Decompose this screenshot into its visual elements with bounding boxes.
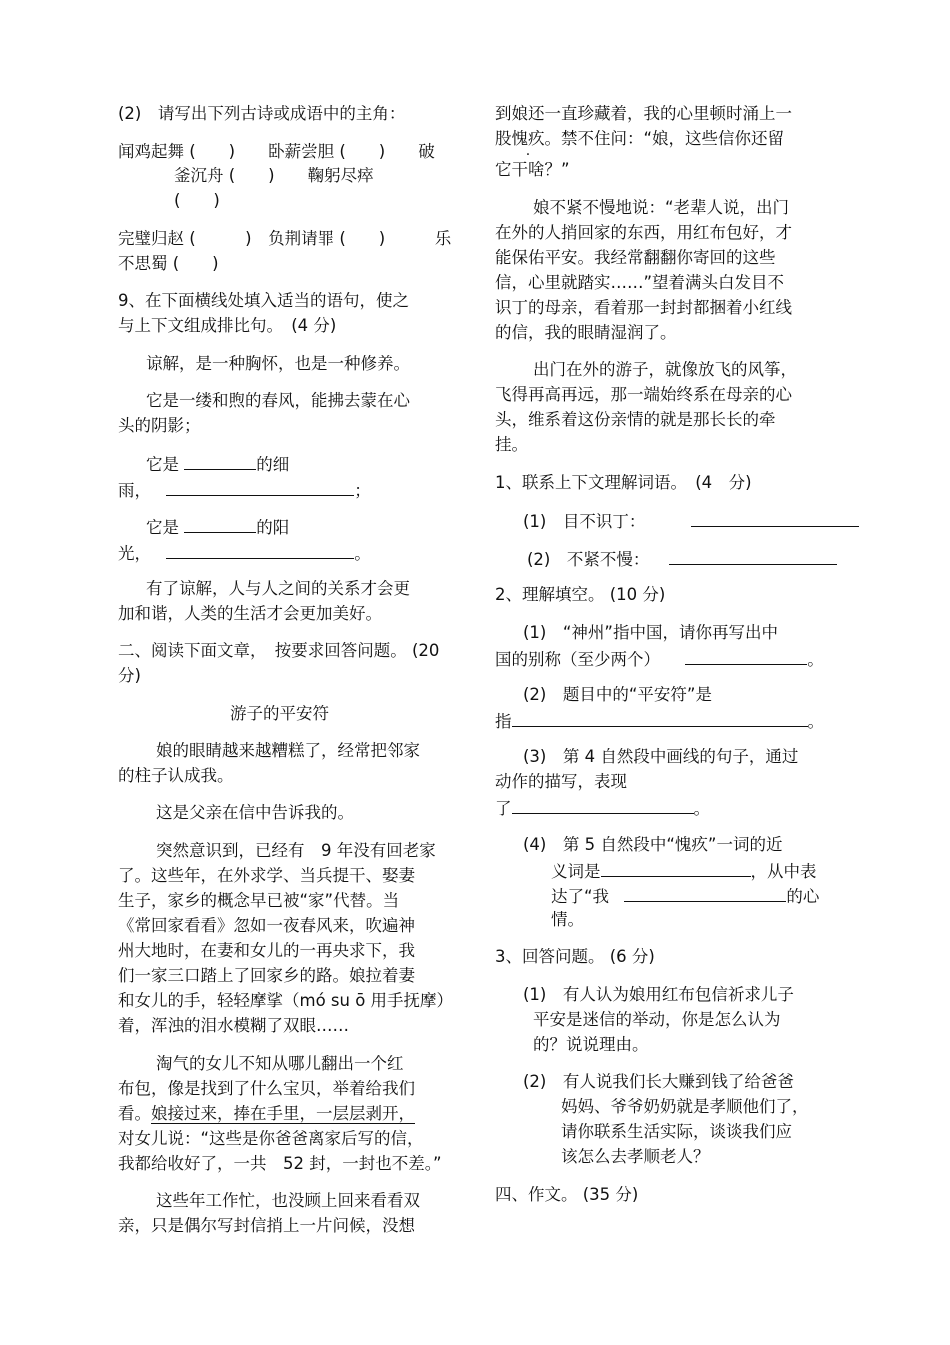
article-line: 淘气的女儿不知从哪儿翻出一个红 <box>156 1054 404 1073</box>
idioms-line: 不思蜀 ( ) <box>118 254 219 273</box>
question-line: 动作的描写，表现 <box>495 772 627 791</box>
fill-line <box>551 883 819 909</box>
question-line: 情。 <box>551 910 584 929</box>
article-text: 看。 <box>118 1104 151 1123</box>
article-line: 挂。 <box>495 435 528 454</box>
question-line: (1) 有人认为娘用红布包信祈求儿子 <box>523 985 794 1004</box>
paragraph-line: 加和谐，人类的生活才会更加美好。 <box>118 604 382 623</box>
article-line: 信，心里就踏实……”望着满头白发目不 <box>495 273 785 292</box>
answer-blank[interactable] <box>512 708 808 727</box>
article-line: 们一家三口踏上了回家乡的路。娘拉着妻 <box>118 966 415 985</box>
emphasized-word: 愧疚 <box>511 129 545 148</box>
idioms-line: 完璧归赵 ( ) 负荆请罪 ( ) 乐 <box>118 229 452 248</box>
article-line <box>118 1102 415 1126</box>
fill-text: 它是 <box>146 455 179 474</box>
fill-text: (1) 目不识丁： <box>523 512 646 531</box>
question-line: 妈妈、爷爷奶奶就是孝顺他们了， <box>561 1097 809 1116</box>
article-line: 飞得再高再远，那一端始终系在母亲的心 <box>495 385 792 404</box>
question-2-title: (2) 请写出下列古诗或成语中的主角： <box>118 104 406 123</box>
fill-line <box>527 546 837 572</box>
question-line: 平安是迷信的举动，你是怎么认为 <box>533 1010 781 1029</box>
question-line: (2) 有人说我们长大赚到钱了给爸爸 <box>523 1072 794 1091</box>
article-title: 游子的平安符 <box>230 704 329 723</box>
answer-blank[interactable] <box>624 883 786 902</box>
fill-line <box>118 540 371 566</box>
fill-line <box>495 795 710 821</box>
answer-blank[interactable] <box>512 795 694 814</box>
question-line: (4) 第 5 自然段中“愧疚”一词的近 <box>523 835 783 854</box>
article-line: 《常回家看看》忽如一夜春风来，吹遍神 <box>118 916 415 935</box>
fill-text: (2) 不紧不慢： <box>527 550 650 569</box>
article-line: 识丁的母亲，看着那一封封都捆着小红线 <box>495 298 792 317</box>
article-line: 生子，家乡的概念早已被“家”代替。当 <box>118 891 400 910</box>
fill-line <box>551 858 817 884</box>
idioms-line: 闻鸡起舞 ( ) 卧薪尝胆 ( ) 破 <box>118 142 435 161</box>
fill-line <box>146 514 289 540</box>
article-line: 对女儿说：“这些是你爸爸离家后写的信， <box>118 1129 424 1148</box>
article-line: 在外的人捎回家的东西，用红布包好，才 <box>495 223 792 242</box>
fill-line <box>146 451 289 477</box>
fill-text: 它是 <box>146 518 179 537</box>
question-line: 该怎么去孝顺老人？ <box>561 1147 710 1166</box>
fill-text: 。 <box>807 650 824 669</box>
fill-text: ，从中表 <box>750 862 817 881</box>
answer-blank[interactable] <box>184 514 256 533</box>
fill-text: 的阳 <box>256 518 290 537</box>
fill-text: 雨， <box>118 481 151 500</box>
question-line: (2) 题目中的“平安符”是 <box>523 685 712 704</box>
article-line: 到娘还一直珍藏着，我的心里顿时涌上一 <box>495 104 792 123</box>
question-2-title: 2、理解填空。 (10 分) <box>495 585 666 604</box>
article-line: 和女儿的手，轻轻摩挲（mó su ō 用手抚摩） <box>118 991 454 1010</box>
answer-blank[interactable] <box>166 540 354 559</box>
article-text: 股 <box>495 129 512 148</box>
question-9-title: 与上下文组成排比句。 (4 分) <box>118 316 337 335</box>
answer-blank[interactable] <box>184 451 256 470</box>
article-line: 亲，只是偶尔写封信捎上一片问候，没想 <box>118 1216 415 1235</box>
paragraph-line: 谅解，是一种胸怀，也是一种修养。 <box>146 354 410 373</box>
article-line: 能保佑平安。我经常翻翻你寄回的这些 <box>495 248 776 267</box>
fill-text: 的心 <box>786 887 820 906</box>
article-line: 我都给收好了，一共 52 封，一封也不差。” <box>118 1154 442 1173</box>
question-line: 请你联系生活实际，谈谈我们应 <box>561 1122 792 1141</box>
question-line: (3) 第 4 自然段中画线的句子，通过 <box>523 747 799 766</box>
fill-text: 。 <box>807 712 824 731</box>
article-line: 这些年工作忙，也没顾上回来看看双 <box>156 1191 420 1210</box>
paragraph-line: 它是一缕和煦的春风，能拂去蒙在心 <box>146 391 410 410</box>
fill-line <box>495 708 824 734</box>
fill-line <box>523 508 859 534</box>
article-line: 出门在外的游子，就像放飞的风筝， <box>533 360 797 379</box>
article-line: 了。这些年，在外求学、当兵提干、娶妻 <box>118 866 415 885</box>
question-9-title: 9、在下面横线处填入适当的语句，使之 <box>118 291 409 310</box>
answer-blank[interactable] <box>691 508 859 527</box>
question-3-title: 3、回答问题。 (6 分) <box>495 947 655 966</box>
article-line: 它干啥？” <box>495 160 570 179</box>
article-line: 头，维系着这份亲情的就是那长长的牵 <box>495 410 776 429</box>
paragraph-line: 头的阴影； <box>118 416 201 435</box>
article-line <box>495 127 784 151</box>
article-line: 着，浑浊的泪水模糊了双眼…… <box>118 1016 349 1035</box>
fill-text: 光， <box>118 544 151 563</box>
answer-blank[interactable] <box>601 858 751 877</box>
answer-blank[interactable] <box>166 477 354 496</box>
answer-blank[interactable] <box>669 546 837 565</box>
article-text: 。禁不住问：“娘，这些信你还留 <box>544 129 785 148</box>
fill-text: 达了“我 <box>551 887 610 906</box>
section-2-title: 二、阅读下面文章， 按要求回答问题。 (20 <box>118 641 440 660</box>
article-line: 娘的眼睛越来越糟糕了，经常把邻家 <box>156 741 420 760</box>
question-line: 的？说说理由。 <box>533 1035 649 1054</box>
article-line: 这是父亲在信中告诉我的。 <box>156 803 354 822</box>
article-line: 突然意识到，已经有 9 年没有回老家 <box>156 841 436 860</box>
article-line: 的信，我的眼睛湿润了。 <box>495 323 677 342</box>
question-1-title: 1、联系上下文理解词语。 (4 分) <box>495 473 752 492</box>
fill-text: 义词是 <box>551 862 601 881</box>
section-2-title: 分) <box>118 666 141 685</box>
underlined-sentence: 娘接过来，捧在手里，一层层剥开， <box>151 1104 415 1123</box>
article-line: 州大地时，在妻和女儿的一再央求下，我 <box>118 941 415 960</box>
fill-text: 国的别称（至少两个） <box>495 650 660 669</box>
idioms-line: 釜沉舟 ( ) 鞠躬尽瘁 <box>174 166 374 185</box>
question-line: (1) “神州”指中国，请你再写出中 <box>523 623 778 642</box>
fill-text: 。 <box>693 799 710 818</box>
fill-text: 了 <box>495 799 512 818</box>
fill-line <box>118 477 371 503</box>
fill-text: ； <box>354 481 371 500</box>
article-line: 娘不紧不慢地说：“老辈人说，出门 <box>533 198 790 217</box>
paragraph-line: 有了谅解，人与人之间的关系才会更 <box>146 579 410 598</box>
fill-line <box>495 646 824 672</box>
idioms-line: ( ) <box>174 191 220 210</box>
article-line: 的柱子认成我。 <box>118 766 234 785</box>
fill-text: 。 <box>354 544 371 563</box>
section-4-title: 四、作文。 (35 分) <box>495 1185 639 1204</box>
answer-blank[interactable] <box>685 646 807 665</box>
fill-text: 的细 <box>256 455 290 474</box>
fill-text: 指 <box>495 712 512 731</box>
article-line: 布包，像是找到了什么宝贝，举着给我们 <box>118 1079 415 1098</box>
